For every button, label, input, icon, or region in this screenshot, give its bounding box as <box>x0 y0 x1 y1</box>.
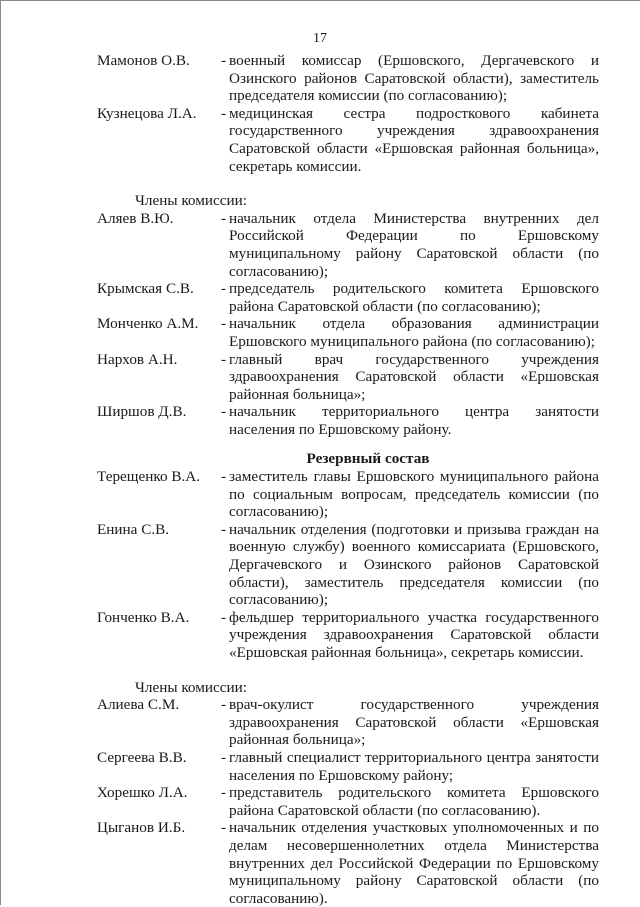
dash: - <box>221 784 227 802</box>
member-role: начальник территориального центра занятости населения по Ершовскому району. <box>229 403 599 438</box>
list-item <box>97 105 599 175</box>
dash: - <box>221 468 227 486</box>
dash: - <box>221 696 227 714</box>
member-role: председатель родительского комитета Ершовского района Саратовской области (по согласованию); <box>229 280 599 315</box>
dash: - <box>221 350 227 368</box>
member-role: начальник отделения (подготовки и призыва граждан на военную службу) военного комиссариата (Ершовского, Дергачевского и Озинского районов Саратовской области), заместитель председателя комиссии (по согласованию); <box>229 520 599 609</box>
member-name: Алиева С.М. <box>97 696 180 714</box>
dash: - <box>221 315 227 333</box>
dash: - <box>221 104 227 122</box>
member-role: начальник отдела Министерства внутренних дел Российской Федерации по Ершовскому муниципальному району Саратовской области (по согласованию); <box>229 209 599 280</box>
list-item <box>97 819 599 907</box>
member-role: военный комиссар (Ершовского, Дергачевского и Озинского районов Саратовской области), заместитель председателя комиссии (по согласованию); <box>229 52 599 105</box>
dash: - <box>221 520 227 538</box>
member-role: медицинская сестра подросткового кабинета государственного учреждения здравоохранения Саратовской области «Ершовская районная больница», секретарь комиссии. <box>229 104 599 175</box>
dash: - <box>221 52 227 69</box>
list-item <box>97 351 599 404</box>
list-item <box>97 52 599 105</box>
member-name: Кузнецова Л.А. <box>97 104 197 122</box>
member-name: Крымская С.В. <box>97 280 194 298</box>
members-label: Члены комиссии: <box>135 678 247 696</box>
page-number: 17 <box>313 31 327 46</box>
member-role: врач-окулист государственного учреждения здравоохранения Саратовской области «Ершовская районная больница»; <box>229 696 599 749</box>
section-title-reserve: Резервный состав <box>306 450 430 468</box>
member-role: главный врач государственного учреждения здравоохранения Саратовской области «Ершовская районная больница»; <box>229 350 599 403</box>
list-item <box>97 696 599 749</box>
member-name: Ширшов Д.В. <box>97 403 187 421</box>
list-item <box>97 749 599 784</box>
member-role: начальник отдела образования администрации Ершовского муниципального района (по согласованию); <box>229 315 599 350</box>
commission-list <box>97 52 599 907</box>
member-name: Нархов А.Н. <box>97 350 178 368</box>
list-item <box>97 784 599 819</box>
dash: - <box>221 209 227 227</box>
list-item <box>97 403 599 438</box>
member-name: Терещенко В.А. <box>97 468 201 486</box>
dash: - <box>221 748 227 766</box>
list-item <box>97 521 599 609</box>
member-name: Сергеева В.В. <box>97 748 187 766</box>
member-role: заместитель главы Ершовского муниципального района по социальным вопросам, председатель комиссии (по согласованию); <box>229 468 599 521</box>
list-item <box>97 210 599 280</box>
dash: - <box>221 280 227 298</box>
member-name: Енина С.В. <box>97 520 170 538</box>
list-item <box>97 280 599 315</box>
member-role: главный специалист территориального центра занятости населения по Ершовскому району; <box>229 748 599 784</box>
member-name: Цыганов И.Б. <box>97 819 186 837</box>
member-name: Аляев В.Ю. <box>97 209 174 227</box>
member-role: фельдшер территориального участка государственного учреждения здравоохранения Саратовской области «Ершовская районная больница», секретарь комиссии. <box>229 608 599 661</box>
member-name: Монченко А.М. <box>97 315 199 333</box>
dash: - <box>221 608 227 626</box>
member-name: Хорешко Л.А. <box>97 784 188 802</box>
list-item <box>97 609 599 662</box>
dash: - <box>221 819 227 837</box>
member-name: Мамонов О.В. <box>97 52 190 69</box>
member-name: Гонченко В.А. <box>97 608 190 626</box>
members-label: Члены комиссии: <box>135 192 247 210</box>
member-role: представитель родительского комитета Ершовского района Саратовской области (по согласованию). <box>229 784 599 819</box>
dash: - <box>221 403 227 421</box>
list-item <box>97 315 599 350</box>
member-role: начальник отделения участковых уполномоченных и по делам несовершеннолетних отдела Министерства внутренних дел Российской Федерации по Ершовскому муниципальному району Саратовской области (по согласованию). <box>229 819 599 907</box>
list-item <box>97 468 599 521</box>
